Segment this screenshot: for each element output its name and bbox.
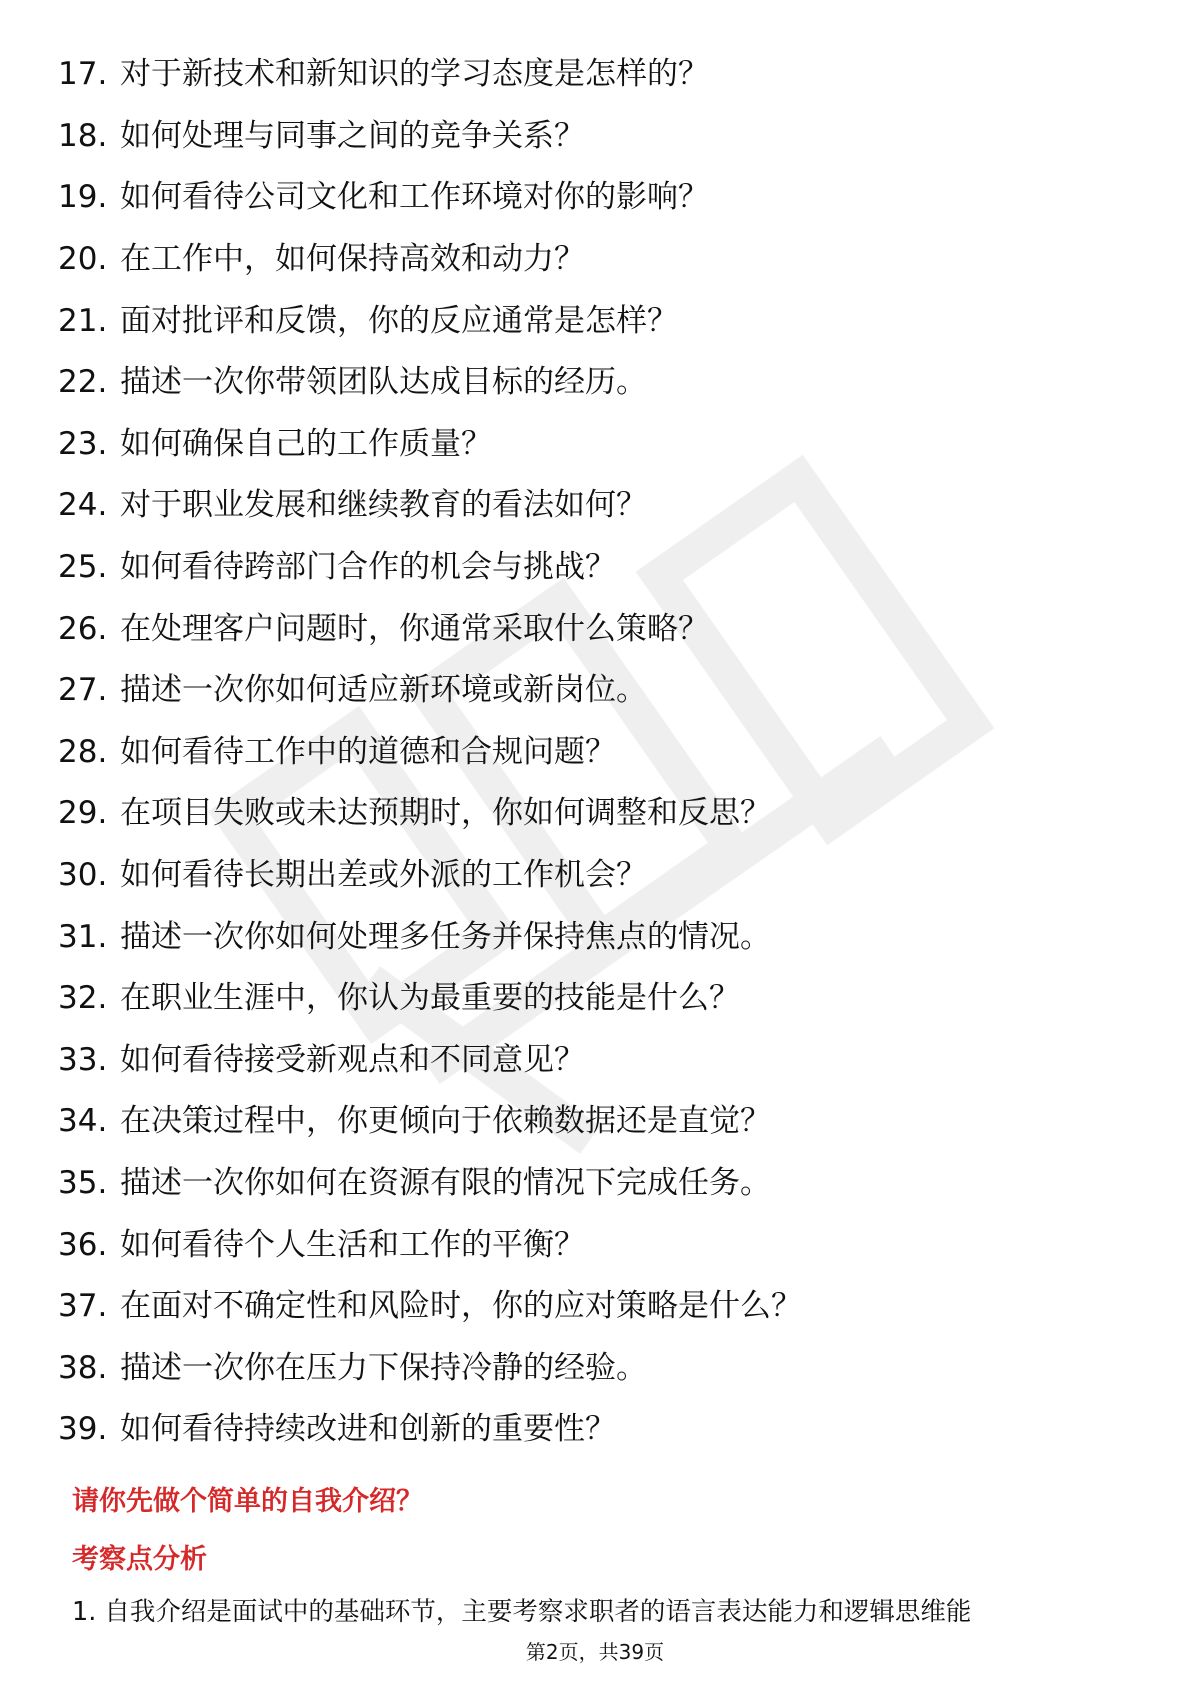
question-number: 38.	[58, 1349, 108, 1386]
page-number: 第2页，共39页	[525, 1640, 665, 1664]
list-item	[58, 968, 1138, 1030]
list-item	[58, 1153, 1138, 1215]
list-item	[58, 352, 1138, 414]
question-number: 30.	[58, 857, 108, 894]
question-text: 在处理客户问题时，你通常采取什么策略？	[120, 610, 709, 647]
question-number: 21.	[58, 302, 108, 339]
question-text: 在项目失败或未达预期时，你如何调整和反思？	[120, 795, 771, 832]
question-number: 32.	[58, 980, 108, 1017]
question-text: 对于职业发展和继续教育的看法如何？	[120, 487, 647, 524]
question-text: 如何处理与同事之间的竞争关系？	[120, 117, 585, 154]
question-number: 23.	[58, 425, 108, 462]
list-item	[58, 1276, 1138, 1338]
question-number: 36.	[58, 1226, 108, 1263]
list-item	[58, 1214, 1138, 1276]
question-text: 描述一次你如何在资源有限的情况下完成任务。	[120, 1164, 771, 1201]
question-text: 对于新技术和新知识的学习态度是怎样的？	[120, 56, 709, 93]
question-text: 如何看待跨部门合作的机会与挑战？	[120, 549, 616, 586]
list-item	[58, 845, 1138, 907]
list-item	[58, 44, 1138, 106]
question-number: 31.	[58, 918, 108, 955]
list-item	[58, 1337, 1138, 1399]
question-number: 19.	[58, 179, 108, 216]
question-text: 如何确保自己的工作质量？	[120, 425, 492, 462]
question-text: 如何看待工作中的道德和合规问题？	[120, 733, 616, 770]
list-item	[58, 906, 1138, 968]
question-text: 描述一次你在压力下保持冷静的经验。	[120, 1349, 647, 1386]
question-text: 在面对不确定性和风险时，你的应对策略是什么？	[120, 1288, 802, 1325]
question-text: 在工作中，如何保持高效和动力？	[120, 241, 585, 278]
question-number: 34.	[58, 1103, 108, 1140]
list-item	[58, 229, 1138, 291]
list-item	[58, 1030, 1138, 1092]
question-number: 25.	[58, 549, 108, 586]
question-text: 如何看待接受新观点和不同意见？	[120, 1041, 585, 1078]
list-item	[58, 598, 1138, 660]
analysis-paragraph: 1. 自我介绍是面试中的基础环节，主要考察求职者的语言表达能力和逻辑思维能	[72, 1597, 972, 1627]
list-item	[58, 106, 1138, 168]
list-item	[58, 537, 1138, 599]
list-item	[58, 783, 1138, 845]
question-number: 17.	[58, 56, 108, 93]
question-number: 37.	[58, 1288, 108, 1325]
list-item	[58, 167, 1138, 229]
analysis-heading: 考察点分析	[72, 1544, 207, 1575]
question-number: 22.	[58, 364, 108, 401]
question-text: 如何看待个人生活和工作的平衡？	[120, 1226, 585, 1263]
question-text: 描述一次你如何适应新环境或新岗位。	[120, 672, 647, 709]
question-text: 如何看待持续改进和创新的重要性？	[120, 1411, 616, 1448]
list-item	[58, 1399, 1138, 1461]
question-text: 如何看待公司文化和工作环境对你的影响？	[120, 179, 709, 216]
question-number: 18.	[58, 117, 108, 154]
question-number: 33.	[58, 1041, 108, 1078]
question-number: 28.	[58, 733, 108, 770]
question-number: 27.	[58, 672, 108, 709]
question-number: 29.	[58, 795, 108, 832]
question-text: 如何看待长期出差或外派的工作机会？	[120, 857, 647, 894]
question-number: 24.	[58, 487, 108, 524]
list-item	[58, 660, 1138, 722]
question-text: 在决策过程中，你更倾向于依赖数据还是直觉？	[120, 1103, 771, 1140]
list-item	[58, 475, 1138, 537]
question-text: 描述一次你带领团队达成目标的经历。	[120, 364, 647, 401]
list-item	[58, 722, 1138, 784]
question-number: 35.	[58, 1164, 108, 1201]
question-list	[58, 44, 1138, 1461]
featured-question-heading: 请你先做个简单的自我介绍？	[72, 1486, 423, 1517]
list-item	[58, 290, 1138, 352]
question-number: 39.	[58, 1411, 108, 1448]
list-item	[58, 1091, 1138, 1153]
question-number: 20.	[58, 241, 108, 278]
question-text: 在职业生涯中，你认为最重要的技能是什么？	[120, 980, 740, 1017]
question-number: 26.	[58, 610, 108, 647]
question-text: 描述一次你如何处理多任务并保持焦点的情况。	[120, 918, 771, 955]
question-text: 面对批评和反馈，你的反应通常是怎样？	[120, 302, 678, 339]
list-item	[58, 414, 1138, 476]
